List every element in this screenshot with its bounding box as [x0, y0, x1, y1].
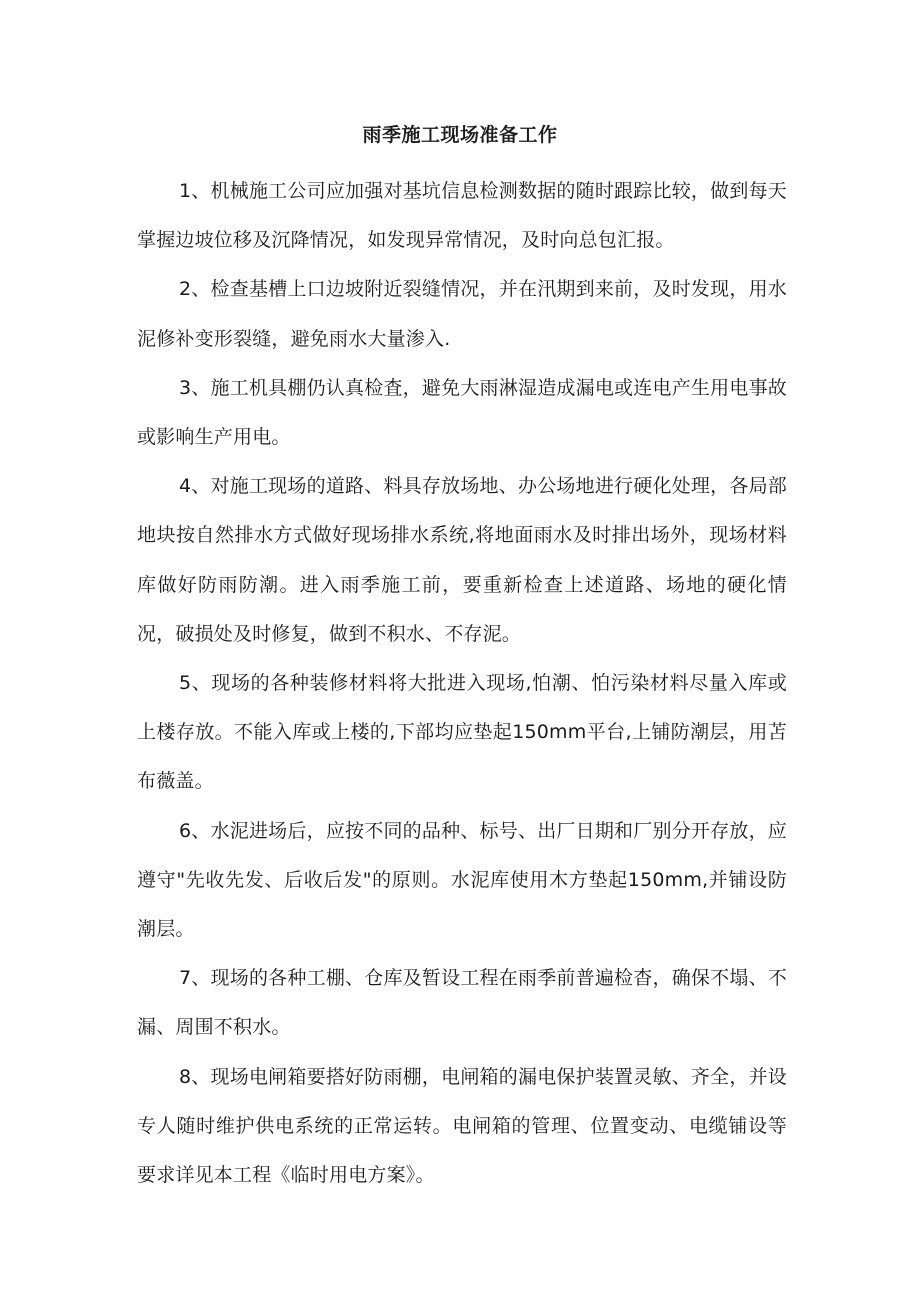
document-title: 雨季施工现场准备工作 [362, 124, 558, 146]
paragraph-3: 3、施工机具棚仍认真检査，避免大雨淋湿造成漏电或连电产生用电事故或影响生产用电。 [137, 376, 787, 449]
paragraph-6: 6、水泥进场后，应按不同的品种、标号、出厂日期和厂别分开存放，应遵守"先收先发、后收后发"的原则。水泥库使用木方垫起150mm,并铺设防潮层。 [137, 819, 787, 941]
document-body [137, 167, 787, 1200]
paragraph-7: 7、现场的各种工棚、仓库及暂设工程在雨季前普遍检杳，确保不塌、不漏、周围不积水。 [137, 967, 787, 1039]
paragraph-4: 4、对施工现场的道路、料具存放场地、办公场地进行硬化处理，各局部地块按自然排水方式做好现场排水系统,将地面雨水及时排出场外，现场材料库做好防雨防潮。进入雨季施工前，要重新检查上述道路、场地的硬化情况，破损处及时修复，做到不积水、不存泥。 [137, 475, 787, 645]
paragraph-5: 5、现场的各种装修材料将大批进入现场,怕潮、怕污染材料尽量入库或上楼存放。不能入库或上楼的,下部均应垫起150mm平台,上铺防潮层，用苫布薇盖。 [137, 672, 787, 793]
paragraph-2: 2、检查基槽上口边坡附近裂缝情况，并在汛期到来前，及时发现，用水泥修补变形裂缝，避免雨水大量渗入. [137, 278, 787, 350]
paragraph-1: 1、机械施工公司应加强对基坑信息检测数据的随时跟踪比较，做到每天掌握边坡位移及沉降情况，如发现异常情况，及时向总包汇报。 [137, 180, 787, 252]
paragraph-8: 8、现场电闸箱要搭好防雨棚，电闸箱的漏电保护装置灵敏、齐全，并设专人随时维护供电系统的正常运转。电闸箱的管理、位置变动、电缆铺设等要求详见本工程《临时用电方案》。 [137, 1065, 787, 1187]
